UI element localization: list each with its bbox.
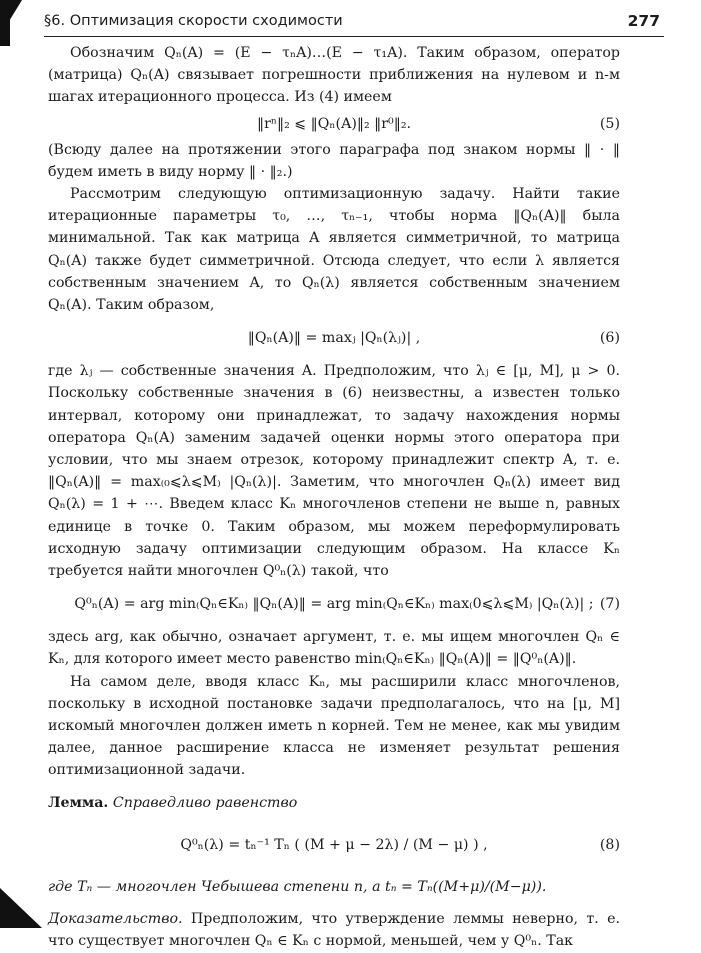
equation-6-number: (6)	[599, 330, 620, 347]
equation-6-formula: ‖Qₙ(A)‖ = maxⱼ |Qₙ(λⱼ)| ,	[247, 330, 421, 347]
paragraph-6: На самом деле, вводя класс Kₙ, мы расширили класс многочленов, поскольку в исходной постановке задачи предполагалось, что на [μ, M] искомый многочлен должен иметь n корней. Тем не менее, как мы увидим далее, данное расширение класса не изменяет результат решения оптимизационной задачи.	[48, 673, 620, 779]
equation-7-number: (7)	[599, 596, 620, 613]
equation-6	[48, 316, 620, 360]
page-body	[48, 40, 620, 953]
equation-8-number: (8)	[599, 836, 620, 853]
equation-8	[48, 814, 620, 876]
section-title: §6. Оптимизация скорости сходимости	[44, 13, 343, 29]
scan-shadow-top-left-edge	[0, 0, 10, 46]
proof	[48, 908, 620, 952]
paragraph-7: где Tₙ — многочлен Чебышева степени n, а tₙ = Tₙ((M+μ)/(M−μ)).	[48, 878, 547, 895]
paragraph-5: здесь arg, как обычно, означает аргумент, т. е. мы ищем многочлен Qₙ ∈ Kₙ, для которого имеет место равенство min₍Qₙ∈Kₙ₎ ‖Qₙ(A)‖ = ‖Q⁰ₙ(A)‖.	[48, 629, 620, 668]
paragraph-3: Рассмотрим следующую оптимизационную задачу. Найти такие итерационные параметры τ₀, …, τₙ₋₁, чтобы норма ‖Qₙ(A)‖ была минимальной. Так как матрица A является симметричной, то матрица Qₙ(A) также будет симметричной. Отсюда следует, что если λ является собственным значением A, то Qₙ(λ) является собственным значением Qₙ(A). Таким образом,	[48, 186, 620, 314]
equation-5-formula: ‖rⁿ‖₂ ⩽ ‖Qₙ(A)‖₂ ‖r⁰‖₂.	[256, 115, 412, 132]
equation-5-number: (5)	[599, 115, 620, 132]
paragraph-1: Обозначим Qₙ(A) = (E − τₙA)…(E − τ₁A). Таким образом, оператор (матрица) Qₙ(A) связывает погрешности приближения на нулевом и n-м шагах итерационного процесса. Из (4) имеем	[48, 45, 620, 106]
lemma-title: Лемма.	[48, 794, 109, 811]
paragraph-4: где λⱼ — собственные значения A. Предположим, что λⱼ ∈ [μ, M], μ > 0. Поскольку собственные значения в (6) неизвестны, а известен только интервал, которому они принадлежат, то задачу нахождения нормы оператора Qₙ(A) заменим задачей оценки нормы этого оператора при условии, что мы знаем отрезок, которому принадлежит спектр A, т. е. ‖Qₙ(A)‖ = max₍₀⩽λ⩽M₎ |Qₙ(λ)|. Заметим, что многочлен Qₙ(λ) имеет вид Qₙ(λ) = 1 + ⋯. Введем класс Kₙ многочленов степени не выше n, равных единице в точке 0. Таким образом, мы можем переформулировать исходную задачу оптимизации следующим образом. На классе Kₙ требуется найти многочлен Q⁰ₙ(λ) такой, что	[48, 363, 620, 580]
equation-8-formula: Q⁰ₙ(λ) = tₙ⁻¹ Tₙ ( (M + μ − 2λ) / (M − μ) ) ,	[180, 836, 488, 853]
running-header	[44, 12, 664, 37]
equation-7-formula: Q⁰ₙ(A) = arg min₍Qₙ∈Kₙ₎ ‖Qₙ(A)‖ = arg min₍Qₙ∈Kₙ₎ max₍0⩽λ⩽M₎ |Qₙ(λ)| ;	[74, 596, 594, 613]
equation-5	[48, 109, 620, 139]
page-number: 277	[627, 12, 660, 30]
lemma-statement: Справедливо равенство	[112, 794, 298, 811]
proof-text: Предположим, что утверждение леммы неверно, т. е. что существует многочлен Qₙ ∈ Kₙ с нормой, меньшей, чем у Q⁰ₙ. Так	[48, 911, 620, 950]
paragraph-2: (Всюду далее на протяжении этого параграфа под знаком нормы ‖ · ‖ будем иметь в виду норму ‖ · ‖₂.)	[48, 141, 620, 180]
proof-label: Доказательство.	[48, 911, 183, 928]
lemma	[48, 792, 620, 814]
scan-shadow-bottom-left	[0, 888, 42, 928]
equation-7	[48, 582, 620, 626]
